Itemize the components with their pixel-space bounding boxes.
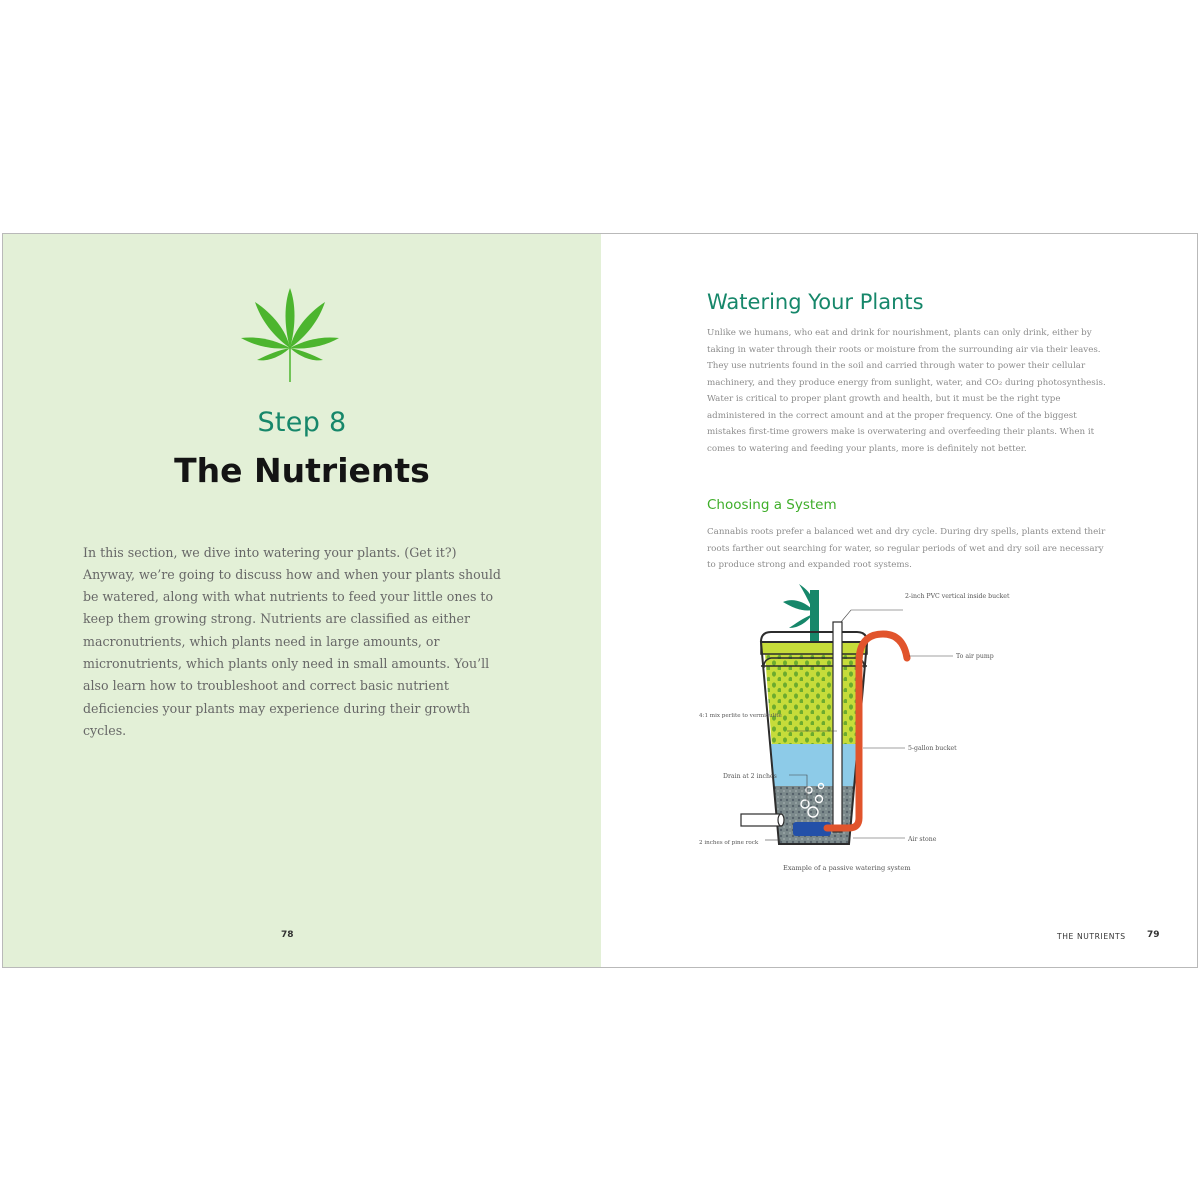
intro-paragraph: In this section, we dive into watering your plants. (Get it?) Anyway, we’re going to discuss how and when your plants should be watered, along with what nutrients to feed your little ones to keep them growing strong. Nutrients are classified as either macronutrients, which plants need in large amounts, or micronutrients, which plants only need in small amounts. You’ll also learn how to troubleshoot and correct basic nutrient deficiencies your plants may experience during their growth cycles.: [83, 544, 501, 738]
label-air-stone: Air stone: [908, 836, 937, 843]
book-spread: [2, 233, 1198, 968]
chapter-title: The Nutrients: [174, 451, 430, 490]
label-drain: Drain at 2 inches: [723, 773, 777, 780]
label-pvc: 2-inch PVC vertical inside bucket: [905, 593, 1010, 600]
section-heading: Watering Your Plants: [707, 290, 924, 314]
cannabis-leaf-icon: [239, 286, 341, 384]
label-bucket: 5-gallon bucket: [908, 745, 957, 752]
running-footer: THE NUTRIENTS: [1057, 932, 1126, 941]
right-page: [601, 234, 1197, 967]
diagram-caption: Example of a passive watering system: [783, 864, 911, 872]
body-paragraph: Unlike we humans, who eat and drink for nourishment, plants can only drink, either by taking in water through their roots or moisture from the surrounding air via their leaves. They use nutrients found in the soil and carried through water to power their cellular machinery, and they produce energy from sunlight, water, and CO₂ during photosynthesis. Water is critical to proper plant growth and health, but it must be the right type administered in the correct amount and at the proper frequency. One of the biggest mistakes first-time growers make is overwatering and overfeeding their plants. When it comes to watering and feeding your plants, more is definitely not better.: [707, 328, 1106, 454]
label-gravel: 2 inches of pine rock: [699, 840, 759, 846]
pvc-pipe: [833, 622, 842, 832]
sub-paragraph: Cannabis roots prefer a balanced wet and dry cycle. During dry spells, plants extend their roots farther out searching for water, so regular periods of wet and dry soil are necessary to produce strong and expanded root systems.: [707, 527, 1106, 570]
step-label: Step 8: [257, 407, 347, 438]
drain-pipe: [741, 814, 784, 826]
subheading: Choosing a System: [707, 497, 837, 513]
bucket-body: [761, 632, 867, 844]
page-number-left: 78: [281, 930, 294, 940]
label-air-pump: To air pump: [956, 653, 994, 660]
label-perlite: 4:1 mix perlite to vermiculite: [699, 713, 782, 719]
watering-system-diagram: [699, 582, 1097, 897]
left-page: [3, 234, 601, 967]
page-number-right: 79: [1147, 930, 1160, 940]
